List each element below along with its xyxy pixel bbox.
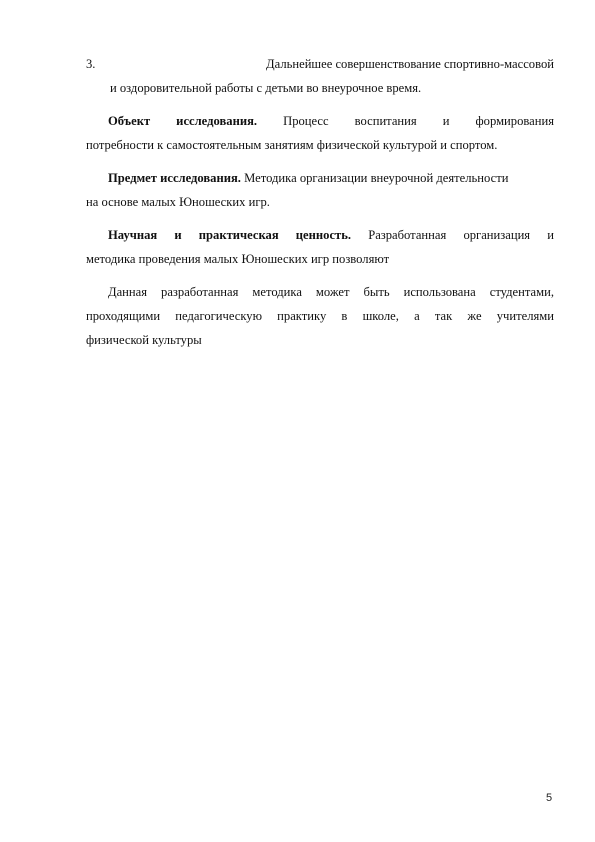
object-text: Процесс воспитания и формирования <box>283 114 555 128</box>
usage-paragraph-line1: Данная разработанная методика может быть использована студентами, <box>108 285 554 299</box>
list-item-text-line1: Дальнейшее совершенствование спортивно-массовой <box>266 57 554 71</box>
value-label: Научная и практическая ценность. <box>108 228 352 242</box>
object-label: Объект исследования. <box>108 114 258 128</box>
value-paragraph-line2: методика проведения малых Юношеских игр позволяют <box>86 252 390 266</box>
page-number: 5 <box>546 792 553 804</box>
value-text: Разработанная организация и <box>368 228 554 242</box>
document-body <box>86 52 554 352</box>
subject-text: Методика организации внеурочной деятельности <box>244 171 509 185</box>
usage-paragraph-line2: проходящими педагогическую практику в школе, а так же учителями <box>86 309 554 323</box>
subject-label: Предмет исследования. <box>108 171 241 185</box>
object-paragraph-line2: потребности к самостоятельным занятиям физической культурой и спортом. <box>86 138 498 152</box>
value-paragraph-line1 <box>86 223 554 247</box>
list-item-text-line2: и оздоровительной работы с детьми во внеурочное время. <box>110 81 422 95</box>
list-item-number: 3. <box>86 57 96 71</box>
subject-paragraph-line2: на основе малых Юношеских игр. <box>86 195 270 209</box>
subject-paragraph-line1 <box>86 166 554 190</box>
object-paragraph-line1 <box>86 109 554 133</box>
list-item-3-row <box>86 52 554 76</box>
usage-paragraph-line3: физической культуры <box>86 333 202 347</box>
